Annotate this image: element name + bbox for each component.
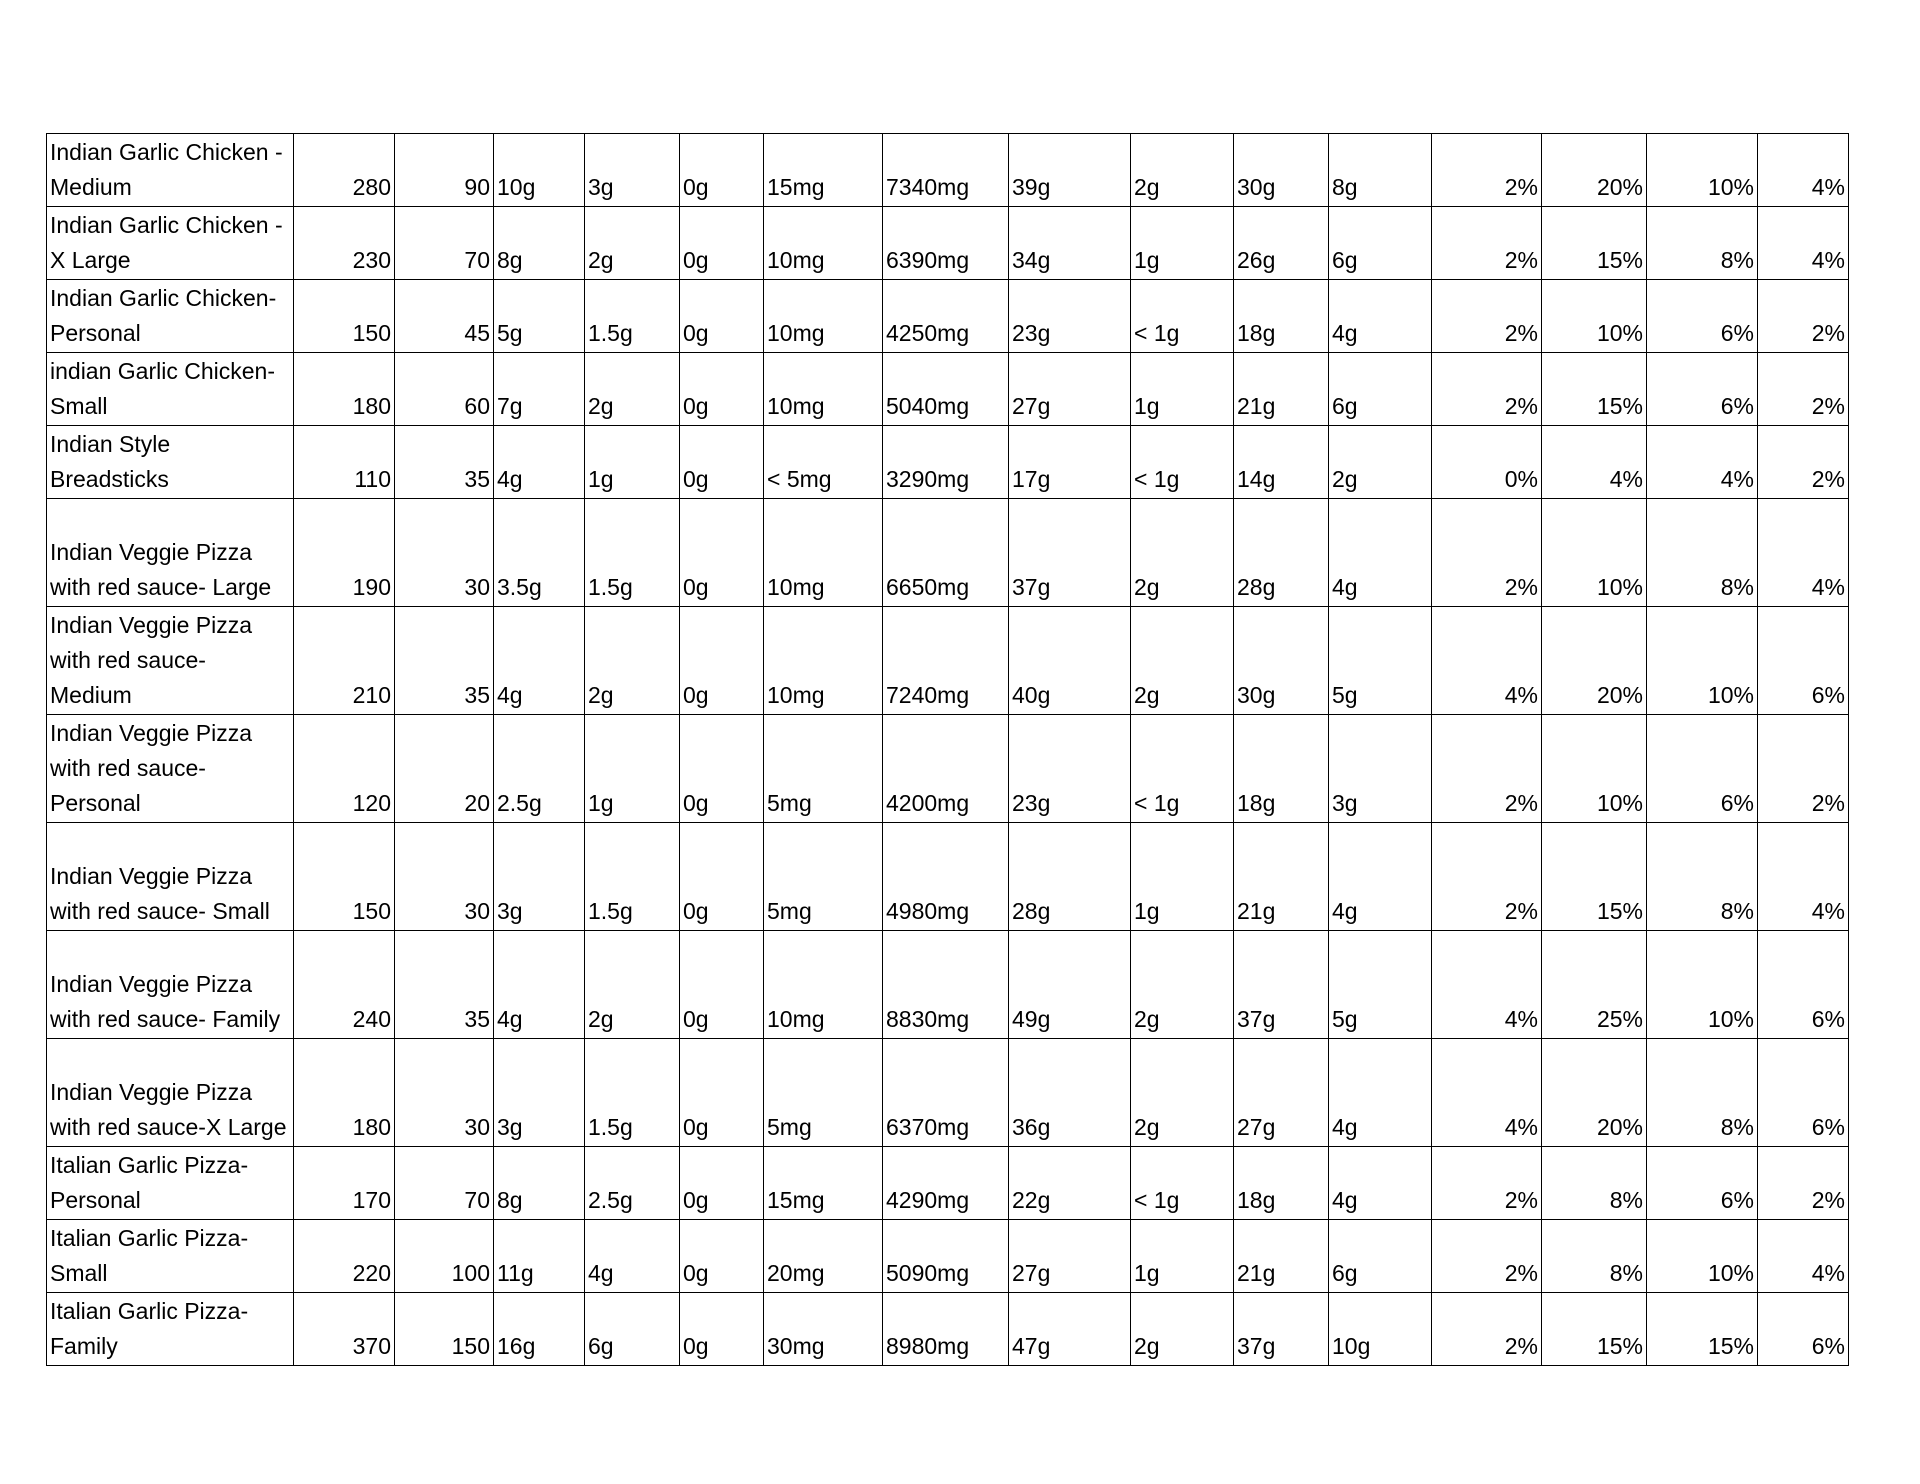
item-name-cell: Indian Style Breadsticks [47,426,294,499]
table-cell: < 5mg [764,426,883,499]
table-cell: 5g [494,280,585,353]
table-cell: 4g [494,426,585,499]
table-cell: 4g [1329,280,1432,353]
table-cell: 6g [1329,207,1432,280]
table-cell: 2.5g [494,715,585,823]
table-cell: 0g [680,426,764,499]
table-cell: 10% [1647,607,1758,715]
table-cell: 11g [494,1220,585,1293]
table-cell: 4g [494,607,585,715]
table-cell: 5mg [764,823,883,931]
table-cell: 15% [1542,823,1647,931]
table-cell: 4% [1758,207,1849,280]
table-cell: 16g [494,1293,585,1366]
table-cell: 2% [1758,426,1849,499]
table-cell: 10mg [764,207,883,280]
table-cell: 20 [395,715,494,823]
table-cell: 2% [1758,280,1849,353]
table-cell: 6% [1647,280,1758,353]
table-cell: 120 [294,715,395,823]
table-cell: 220 [294,1220,395,1293]
table-cell: 2% [1758,353,1849,426]
table-cell: 36g [1009,1039,1131,1147]
table-cell: 0g [680,499,764,607]
table-cell: 2% [1432,1293,1542,1366]
table-cell: 18g [1234,1147,1329,1220]
table-cell: 20% [1542,1039,1647,1147]
table-cell: 4g [1329,1147,1432,1220]
table-cell: 35 [395,426,494,499]
table-cell: 15mg [764,1147,883,1220]
table-cell: 2% [1432,823,1542,931]
table-cell: 37g [1234,1293,1329,1366]
table-cell: 14g [1234,426,1329,499]
table-cell: 6% [1758,931,1849,1039]
table-cell: 15% [1542,207,1647,280]
table-cell: 6g [1329,353,1432,426]
table-cell: 4200mg [883,715,1009,823]
table-cell: 1g [585,426,680,499]
table-cell: < 1g [1131,715,1234,823]
table-cell: 10mg [764,931,883,1039]
table-cell: 0g [680,280,764,353]
table-cell: 8% [1647,499,1758,607]
table-cell: 30 [395,823,494,931]
table-cell: 2g [1131,134,1234,207]
table-cell: 4g [1329,499,1432,607]
table-cell: 4% [1542,426,1647,499]
table-cell: 5mg [764,715,883,823]
table-cell: 35 [395,607,494,715]
table-cell: 6390mg [883,207,1009,280]
table-row [47,207,1849,280]
table-cell: 210 [294,607,395,715]
table-cell: 40g [1009,607,1131,715]
table-cell: 27g [1009,353,1131,426]
table-cell: 60 [395,353,494,426]
table-cell: 8830mg [883,931,1009,1039]
table-cell: 7340mg [883,134,1009,207]
table-cell: 22g [1009,1147,1131,1220]
table-cell: 0% [1432,426,1542,499]
table-cell: 0g [680,1220,764,1293]
table-cell: 1.5g [585,1039,680,1147]
table-cell: 240 [294,931,395,1039]
table-row [47,823,1849,931]
item-name-cell: Indian Garlic Chicken- Personal [47,280,294,353]
table-cell: 2.5g [585,1147,680,1220]
table-cell: 8g [494,1147,585,1220]
table-cell: 6% [1758,607,1849,715]
table-cell: 0g [680,823,764,931]
table-cell: 370 [294,1293,395,1366]
item-name-cell: indian Garlic Chicken- Small [47,353,294,426]
table-cell: 10% [1542,499,1647,607]
table-cell: 30g [1234,607,1329,715]
table-cell: 8980mg [883,1293,1009,1366]
item-name-cell: Indian Veggie Pizza with red sauce- Large [47,499,294,607]
table-cell: 10mg [764,280,883,353]
table-cell: 21g [1234,823,1329,931]
table-cell: 5040mg [883,353,1009,426]
table-cell: 190 [294,499,395,607]
table-cell: 150 [294,823,395,931]
table-row [47,426,1849,499]
table-cell: 2% [1432,134,1542,207]
table-row [47,607,1849,715]
table-cell: 0g [680,1293,764,1366]
table-cell: 47g [1009,1293,1131,1366]
table-cell: 2g [1131,1039,1234,1147]
table-cell: < 1g [1131,1147,1234,1220]
table-body [47,134,1849,1366]
table-cell: 18g [1234,715,1329,823]
table-cell: 4980mg [883,823,1009,931]
table-cell: 90 [395,134,494,207]
table-cell: 2% [1432,1147,1542,1220]
item-name-cell: Indian Garlic Chicken - X Large [47,207,294,280]
table-cell: 2g [585,207,680,280]
table-cell: 20% [1542,607,1647,715]
table-cell: 45 [395,280,494,353]
table-cell: 4290mg [883,1147,1009,1220]
table-cell: 5090mg [883,1220,1009,1293]
table-cell: 20mg [764,1220,883,1293]
table-cell: 10g [1329,1293,1432,1366]
table-cell: 5g [1329,607,1432,715]
table-cell: 2% [1758,1147,1849,1220]
table-cell: 1g [1131,1220,1234,1293]
table-cell: 6370mg [883,1039,1009,1147]
table-cell: 6g [1329,1220,1432,1293]
table-cell: 0g [680,715,764,823]
table-cell: 0g [680,607,764,715]
table-cell: 8g [1329,134,1432,207]
table-cell: 150 [395,1293,494,1366]
table-row [47,1220,1849,1293]
table-cell: 30g [1234,134,1329,207]
table-row [47,1293,1849,1366]
table-cell: 4% [1758,1220,1849,1293]
table-cell: 3290mg [883,426,1009,499]
table-cell: 280 [294,134,395,207]
table-cell: 150 [294,280,395,353]
table-cell: 15mg [764,134,883,207]
table-cell: 1g [1131,353,1234,426]
table-cell: 0g [680,134,764,207]
table-cell: 2g [1329,426,1432,499]
table-cell: 8g [494,207,585,280]
table-cell: 4g [585,1220,680,1293]
table-cell: 4250mg [883,280,1009,353]
table-cell: 0g [680,931,764,1039]
table-cell: 27g [1009,1220,1131,1293]
table-cell: 0g [680,1147,764,1220]
nutrition-table [46,133,1849,1366]
table-cell: 2g [585,931,680,1039]
table-cell: 30mg [764,1293,883,1366]
table-cell: 10% [1647,134,1758,207]
table-cell: 4% [1432,607,1542,715]
table-cell: 10g [494,134,585,207]
table-cell: 6% [1758,1039,1849,1147]
table-cell: 30 [395,499,494,607]
table-cell: 3g [585,134,680,207]
table-cell: 2g [1131,1293,1234,1366]
item-name-cell: Italian Garlic Pizza- Personal [47,1147,294,1220]
table-cell: 27g [1234,1039,1329,1147]
table-cell: 10% [1647,931,1758,1039]
item-name-cell: Indian Veggie Pizza with red sauce- Small [47,823,294,931]
item-name-cell: Indian Veggie Pizza with red sauce- Family [47,931,294,1039]
table-cell: 4% [1432,931,1542,1039]
table-cell: 28g [1234,499,1329,607]
table-cell: 2g [1131,931,1234,1039]
table-cell: 10% [1647,1220,1758,1293]
item-name-cell: Indian Veggie Pizza with red sauce-X Large [47,1039,294,1147]
table-row [47,499,1849,607]
table-cell: 2% [1432,280,1542,353]
table-cell: 70 [395,207,494,280]
table-cell: 6% [1647,353,1758,426]
table-cell: 4g [1329,823,1432,931]
table-cell: 6% [1647,1147,1758,1220]
table-cell: 34g [1009,207,1131,280]
table-row [47,715,1849,823]
table-cell: 2% [1432,499,1542,607]
table-cell: 23g [1009,280,1131,353]
table-cell: 3g [1329,715,1432,823]
table-cell: 26g [1234,207,1329,280]
table-row [47,353,1849,426]
table-cell: 4% [1758,499,1849,607]
item-name-cell: Indian Veggie Pizza with red sauce- Personal [47,715,294,823]
item-name-cell: Italian Garlic Pizza- Family [47,1293,294,1366]
table-cell: 1.5g [585,499,680,607]
table-cell: 4g [1329,1039,1432,1147]
table-cell: 7g [494,353,585,426]
table-cell: 6% [1647,715,1758,823]
table-cell: 2g [1131,499,1234,607]
table-cell: 21g [1234,1220,1329,1293]
table-cell: 2% [1432,1220,1542,1293]
table-cell: 21g [1234,353,1329,426]
table-cell: 180 [294,353,395,426]
table-cell: 10% [1542,280,1647,353]
table-cell: 230 [294,207,395,280]
table-cell: 2g [585,353,680,426]
table-cell: 1g [1131,823,1234,931]
table-cell: 4g [494,931,585,1039]
table-cell: 170 [294,1147,395,1220]
table-cell: 0g [680,207,764,280]
table-cell: 1.5g [585,280,680,353]
table-cell: 2% [1432,207,1542,280]
table-cell: 25% [1542,931,1647,1039]
table-cell: 180 [294,1039,395,1147]
table-cell: 18g [1234,280,1329,353]
table-row [47,1039,1849,1147]
table-cell: 2% [1432,715,1542,823]
table-cell: 0g [680,353,764,426]
table-cell: < 1g [1131,426,1234,499]
item-name-cell: Italian Garlic Pizza- Small [47,1220,294,1293]
item-name-cell: Indian Veggie Pizza with red sauce- Medium [47,607,294,715]
table-cell: 8% [1647,1039,1758,1147]
table-cell: 10mg [764,607,883,715]
table-cell: 5mg [764,1039,883,1147]
table-cell: 20% [1542,134,1647,207]
table-cell: 6% [1758,1293,1849,1366]
table-cell: 3.5g [494,499,585,607]
table-cell: 10% [1542,715,1647,823]
table-cell: 4% [1758,134,1849,207]
table-cell: < 1g [1131,280,1234,353]
table-cell: 3g [494,823,585,931]
table-cell: 37g [1234,931,1329,1039]
table-cell: 49g [1009,931,1131,1039]
table-cell: 15% [1542,353,1647,426]
table-cell: 17g [1009,426,1131,499]
table-cell: 15% [1647,1293,1758,1366]
table-cell: 100 [395,1220,494,1293]
table-cell: 2g [585,607,680,715]
table-cell: 3g [494,1039,585,1147]
table-cell: 2% [1758,715,1849,823]
table-cell: 1.5g [585,823,680,931]
table-cell: 4% [1647,426,1758,499]
table-cell: 6g [585,1293,680,1366]
table-cell: 70 [395,1147,494,1220]
table-cell: 8% [1647,823,1758,931]
table-cell: 39g [1009,134,1131,207]
table-cell: 15% [1542,1293,1647,1366]
table-cell: 28g [1009,823,1131,931]
table-cell: 30 [395,1039,494,1147]
table-row [47,134,1849,207]
item-name-cell: Indian Garlic Chicken - Medium [47,134,294,207]
table-row [47,1147,1849,1220]
table-cell: 0g [680,1039,764,1147]
table-cell: 8% [1647,207,1758,280]
table-cell: 2% [1432,353,1542,426]
table-cell: 8% [1542,1147,1647,1220]
table-cell: 6650mg [883,499,1009,607]
table-cell: 4% [1758,823,1849,931]
table-cell: 35 [395,931,494,1039]
table-cell: 4% [1432,1039,1542,1147]
table-cell: 10mg [764,499,883,607]
table-cell: 2g [1131,607,1234,715]
table-row [47,931,1849,1039]
table-cell: 10mg [764,353,883,426]
table-cell: 23g [1009,715,1131,823]
table-cell: 37g [1009,499,1131,607]
table-cell: 1g [585,715,680,823]
table-cell: 7240mg [883,607,1009,715]
table-cell: 1g [1131,207,1234,280]
table-cell: 110 [294,426,395,499]
table-cell: 5g [1329,931,1432,1039]
table-cell: 8% [1542,1220,1647,1293]
table-row [47,280,1849,353]
